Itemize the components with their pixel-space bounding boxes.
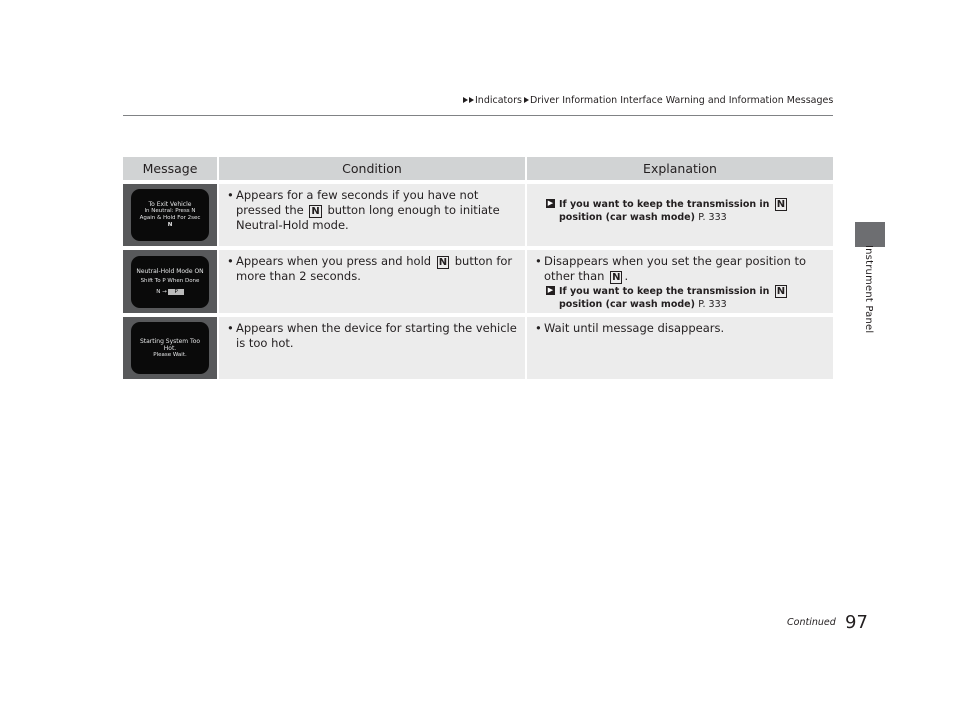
section-tab-label: Instrument Panel	[863, 245, 874, 334]
column-header-message: Message	[123, 157, 217, 180]
bullet-icon: •	[227, 321, 234, 335]
condition-bullet	[219, 254, 525, 284]
display-text-line: N	[156, 289, 161, 295]
xref-text: position (car wash mode)	[559, 299, 695, 310]
table-row	[123, 313, 833, 379]
condition-text: Appears when you press and hold	[236, 254, 432, 268]
column-header-explanation: Explanation	[525, 157, 833, 180]
cross-reference[interactable]	[527, 198, 833, 224]
display-text-line: Shift To P When Done	[140, 278, 200, 284]
display-text-line: Please Wait.	[153, 351, 187, 358]
condition-cell	[217, 313, 525, 379]
display-text-line: N	[167, 222, 173, 228]
message-table	[123, 157, 833, 379]
condition-bullet	[219, 321, 525, 351]
xref-arrow-icon: ▶	[547, 286, 554, 294]
explanation-bullet	[527, 254, 833, 284]
cross-reference[interactable]	[527, 285, 833, 311]
message-image-cell	[123, 313, 217, 379]
explanation-cell	[525, 246, 833, 313]
explanation-bullet	[527, 321, 833, 336]
condition-text: button long enough to initiate Neutral-Hold mode.	[236, 203, 500, 232]
n-button-symbol: N	[438, 257, 448, 268]
table-header-row	[123, 157, 833, 180]
bullet-icon: •	[227, 254, 234, 268]
xref-page-link[interactable]: P. 333	[698, 212, 727, 223]
breadcrumb	[463, 95, 833, 106]
n-button-symbol: N	[311, 206, 320, 217]
condition-cell	[217, 246, 525, 313]
condition-text: button for more than 2 seconds.	[236, 254, 513, 283]
explanation-cell	[525, 180, 833, 246]
arrow-right-icon	[463, 97, 468, 103]
display-message-image	[131, 189, 209, 241]
condition-cell	[217, 180, 525, 246]
header-rule	[123, 115, 833, 116]
display-message-image	[131, 256, 209, 308]
arrow-right-icon	[524, 97, 529, 103]
condition-bullet	[219, 188, 525, 233]
explanation-text: Disappears when you set the gear position to other than	[544, 254, 807, 283]
message-image-cell	[123, 180, 217, 246]
xref-text: If you want to keep the transmission in	[559, 199, 770, 210]
display-text-line: In Neutral: Press N	[144, 208, 196, 214]
xref-arrow-icon: ▶	[547, 199, 554, 207]
bullet-icon: •	[227, 188, 234, 202]
breadcrumb-indicators[interactable]: Indicators	[475, 95, 522, 106]
display-text-line: To Exit Vehicle	[148, 201, 192, 208]
table-row	[123, 180, 833, 246]
condition-text: Appears for a few seconds if you have not pressed the	[236, 188, 479, 217]
column-header-condition: Condition	[217, 157, 525, 180]
xref-text: position (car wash mode)	[559, 212, 695, 223]
bullet-icon: •	[535, 254, 542, 268]
display-text-line: Starting System Too Hot.	[139, 337, 201, 352]
section-tab-marker	[855, 222, 885, 247]
arrow-right-icon	[469, 97, 474, 103]
display-text-line: Again & Hold For 2sec	[139, 215, 201, 221]
display-text-line: P	[168, 289, 183, 295]
n-button-symbol: N	[776, 286, 786, 297]
bullet-icon: •	[535, 321, 542, 335]
xref-text: If you want to keep the transmission in	[559, 286, 770, 297]
display-text-line: Neutral-Hold Mode ON	[136, 268, 204, 275]
explanation-text: Wait until message disappears.	[544, 321, 725, 335]
n-button-symbol: N	[612, 272, 621, 283]
n-button-symbol: N	[776, 199, 786, 210]
xref-page-link[interactable]: P. 333	[698, 299, 727, 310]
message-image-cell	[123, 246, 217, 313]
breadcrumb-section[interactable]: Driver Information Interface Warning and Information Messages	[529, 95, 834, 106]
display-gear-indicator: N → P	[156, 289, 184, 296]
explanation-text: .	[624, 269, 629, 283]
continued-label: Continued	[787, 617, 836, 628]
explanation-cell	[525, 313, 833, 379]
page-number: 97	[845, 612, 868, 633]
table-row	[123, 246, 833, 313]
display-message-image	[131, 322, 209, 374]
condition-text: Appears when the device for starting the vehicle is too hot.	[236, 321, 517, 350]
